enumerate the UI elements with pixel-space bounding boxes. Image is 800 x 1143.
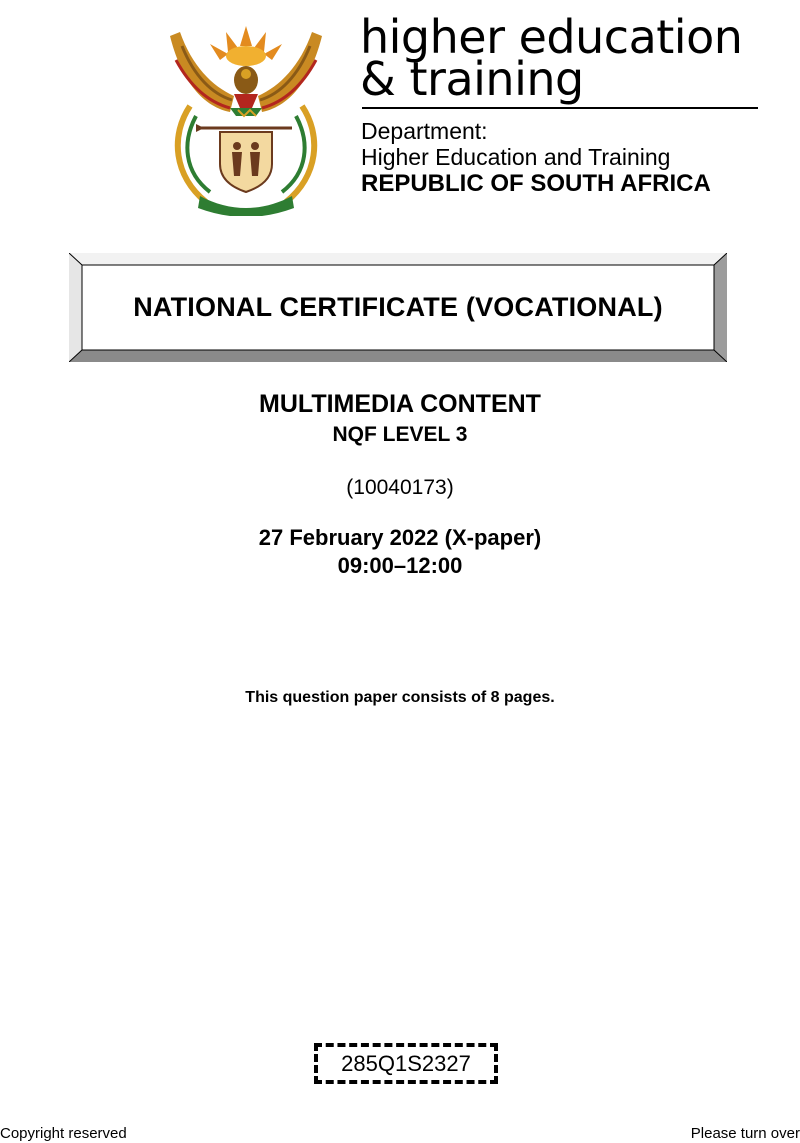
brand-name-line2: & training [360, 52, 584, 106]
page-count-note: This question paper consists of 8 pages. [245, 689, 555, 706]
exam-date: 27 February 2022 (X-paper) [258, 525, 542, 550]
paper-code: 285Q1S2327 [341, 1050, 471, 1076]
motto-ribbon [198, 196, 294, 216]
brand-name-line1: higher education [360, 10, 743, 64]
turn-over-note: Please turn over [690, 1125, 800, 1142]
certificate-title: NATIONAL CERTIFICATE (VOCATIONAL) [133, 292, 663, 322]
exam-subject: MULTIMEDIA CONTENT [259, 390, 541, 418]
paper-code-box [314, 1043, 498, 1084]
copyright-notice: Copyright reserved [0, 1125, 127, 1142]
exam-code: (10040173) [346, 476, 454, 499]
brand-divider [362, 107, 758, 109]
country-name: REPUBLIC OF SOUTH AFRICA [361, 170, 711, 197]
department-label: Department: [361, 118, 488, 144]
exam-time: 09:00–12:00 [337, 553, 463, 578]
exam-level: NQF LEVEL 3 [332, 423, 468, 446]
shield-icon [220, 132, 272, 192]
bird-head-icon [230, 66, 262, 116]
coat-of-arms-emblem [160, 16, 332, 216]
department-name: Higher Education and Training [361, 144, 671, 170]
rising-sun-icon [210, 26, 282, 66]
